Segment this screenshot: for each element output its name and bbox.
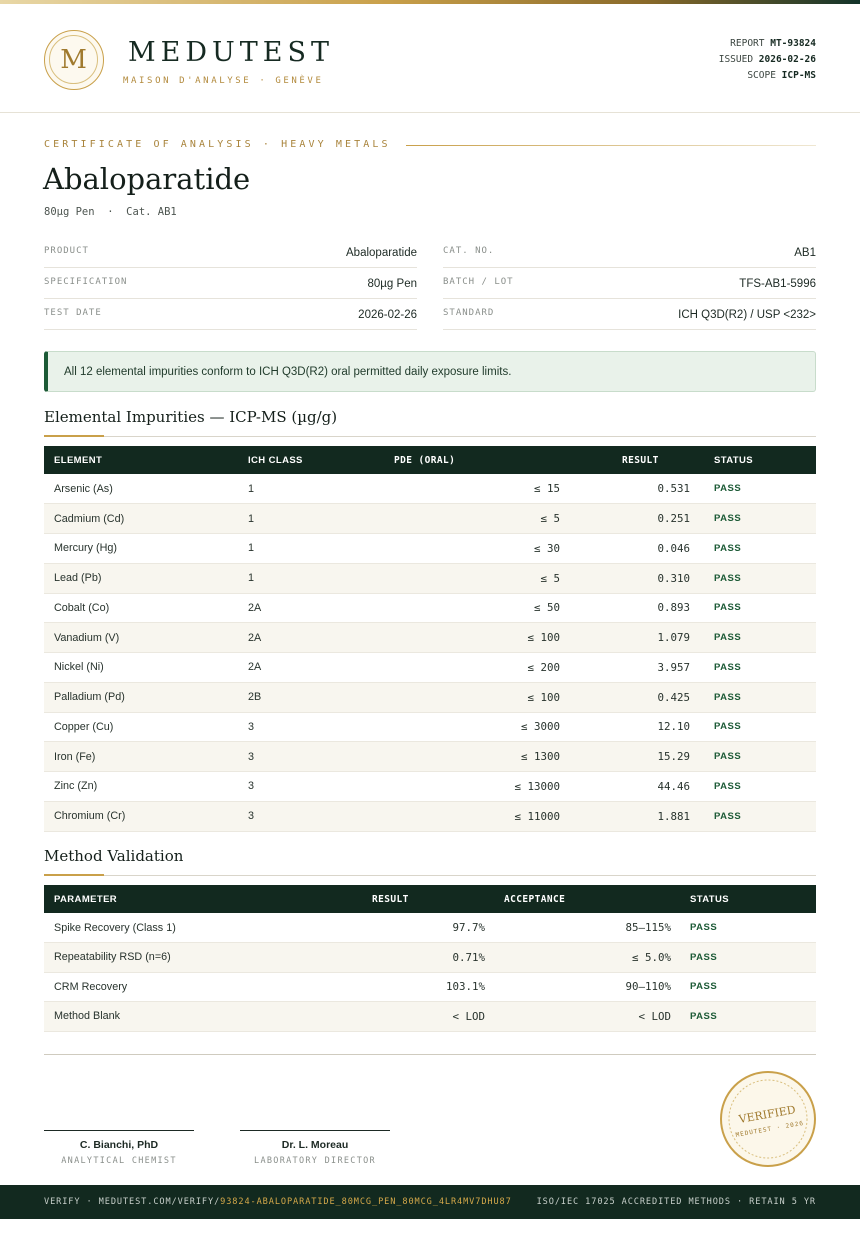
result-value: 0.251 [657, 512, 690, 526]
status-pass: PASS [714, 810, 742, 822]
column-header-result: RESULT [622, 454, 659, 466]
element-name: Mercury (Hg) [54, 542, 117, 555]
info-label: STANDARD [443, 307, 495, 318]
parameter-name: Repeatability RSD (n=6) [54, 951, 171, 964]
signatory-name: C. Bianchi, PhD [79, 1139, 159, 1151]
column-header-parameter: PARAMETER [54, 893, 118, 905]
result-value: 103.1% [445, 980, 485, 994]
element-name: Vanadium (V) [54, 631, 120, 644]
status-pass: PASS [714, 483, 742, 495]
verify-code: 93824-ABALOPARATIDE_80MCG_PEN_80MCG_4LR4MV7DHU87 [220, 1197, 512, 1207]
info-label: TEST DATE [44, 307, 102, 318]
column-header-ich-class: ICH CLASS [248, 454, 303, 466]
report-meta [719, 36, 816, 84]
table-row [44, 474, 816, 504]
status-pass: PASS [714, 542, 742, 554]
ich-class: 2B [248, 691, 262, 704]
table-row [44, 682, 816, 712]
element-name: Lead (Pb) [54, 572, 102, 585]
table-row [44, 913, 816, 943]
signatory-role: ANALYTICAL CHEMIST [61, 1156, 177, 1166]
element-name: Cobalt (Co) [54, 601, 110, 614]
signature-block-director [240, 1130, 390, 1166]
element-name: Iron (Fe) [54, 750, 96, 763]
method-section-title: Method Validation [44, 847, 184, 865]
pde-limit: ≤ 3000 [520, 720, 560, 734]
result-value: 1.079 [657, 631, 690, 645]
scope-label: SCOPE [747, 70, 776, 81]
info-row-batch-lot [443, 268, 816, 299]
table-row [44, 1002, 816, 1032]
table-row [44, 972, 816, 1002]
info-grid-right [443, 237, 816, 330]
pde-limit: ≤ 1300 [520, 750, 560, 764]
status-pass: PASS [690, 951, 718, 963]
brand-name: MEDUTEST [128, 37, 334, 68]
column-header-status: STATUS [690, 893, 729, 905]
info-grid-left [44, 237, 417, 330]
element-name: Copper (Cu) [54, 720, 114, 733]
verified-seal [720, 1071, 816, 1167]
pde-limit: ≤ 13000 [514, 779, 560, 793]
info-label: SPECIFICATION [44, 276, 128, 287]
pde-limit: ≤ 200 [527, 660, 560, 674]
status-pass: PASS [714, 632, 742, 644]
info-label: BATCH / LOT [443, 276, 514, 287]
element-name: Palladium (Pd) [54, 691, 125, 704]
brand-logo [44, 30, 104, 90]
elemental-impurities-table [44, 446, 816, 832]
ich-class: 1 [248, 542, 255, 555]
status-pass: PASS [714, 661, 742, 673]
method-validation-table [44, 885, 816, 1032]
ich-class: 2A [248, 631, 262, 644]
brand-logo-letter: M [49, 35, 98, 84]
info-row-cat-no [443, 237, 816, 268]
section-divider [44, 875, 816, 876]
status-pass: PASS [714, 691, 742, 703]
result-value: 0.046 [657, 541, 690, 555]
element-name: Zinc (Zn) [54, 780, 98, 793]
signature-divider [44, 1054, 816, 1055]
ich-class: 1 [248, 572, 255, 585]
info-row-test-date [44, 299, 417, 330]
ich-class: 3 [248, 720, 255, 733]
pde-limit: ≤ 15 [533, 482, 560, 496]
pde-limit: ≤ 50 [533, 601, 560, 615]
eyebrow-divider [406, 145, 816, 146]
info-value: TFS-AB1-5996 [739, 278, 816, 290]
parameter-name: CRM Recovery [54, 980, 128, 993]
section-accent-bar [44, 874, 104, 876]
issued-date [719, 52, 816, 68]
parameter-name: Spike Recovery (Class 1) [54, 921, 176, 934]
verification-footer [0, 1185, 860, 1219]
conformity-banner: All 12 elemental impurities conform to ICH Q3D(R2) oral permitted daily exposure limits. [44, 351, 816, 392]
column-header-pde: PDE (ORAL) [394, 454, 456, 466]
result-value: 3.957 [657, 660, 690, 674]
result-value: 0.310 [657, 571, 690, 585]
scope [719, 68, 816, 84]
acceptance-range: 90–110% [625, 980, 671, 994]
report-number [719, 36, 816, 52]
ich-class: 1 [248, 482, 255, 495]
scope-value: ICP-MS [781, 70, 816, 81]
element-name: Nickel (Ni) [54, 661, 104, 674]
document-eyebrow: CERTIFICATE OF ANALYSIS · HEAVY METALS [44, 139, 391, 150]
table-row [44, 504, 816, 534]
table-row [44, 772, 816, 802]
table-row [44, 943, 816, 973]
report-number-label: REPORT [730, 38, 765, 49]
info-row-specification [44, 268, 417, 299]
element-name: Arsenic (As) [54, 482, 113, 495]
pde-limit: ≤ 5 [540, 571, 560, 585]
verify-link[interactable] [44, 1197, 512, 1207]
section-divider [44, 436, 816, 437]
column-header-element: ELEMENT [54, 454, 103, 466]
column-header-result: RESULT [372, 893, 409, 905]
table-row [44, 742, 816, 772]
info-label: CAT. NO. [443, 245, 495, 256]
pde-limit: ≤ 100 [527, 690, 560, 704]
pde-limit: ≤ 11000 [514, 809, 560, 823]
info-value: ICH Q3D(R2) / USP <232> [678, 309, 816, 321]
status-pass: PASS [714, 751, 742, 763]
table-header-row [44, 885, 816, 913]
seal-text-verified: VERIFIED [737, 1103, 797, 1126]
info-value: Abaloparatide [346, 247, 417, 259]
status-pass: PASS [714, 780, 742, 792]
table-row [44, 801, 816, 831]
ich-class: 1 [248, 512, 255, 525]
result-value: 0.71% [452, 950, 485, 964]
table-row [44, 563, 816, 593]
result-value: 1.881 [657, 809, 690, 823]
pde-limit: ≤ 30 [533, 541, 560, 555]
product-title: Abaloparatide [43, 162, 251, 196]
report-header [0, 4, 860, 113]
accreditation-note: ISO/IEC 17025 ACCREDITED METHODS · RETAIN 5 YR [536, 1197, 816, 1207]
pde-limit: ≤ 100 [527, 631, 560, 645]
table-row [44, 593, 816, 623]
parameter-name: Method Blank [54, 1010, 121, 1023]
status-pass: PASS [690, 1010, 718, 1022]
column-header-status: STATUS [714, 454, 753, 466]
info-label: PRODUCT [44, 245, 89, 256]
info-value: 2026-02-26 [358, 309, 417, 321]
ich-class: 2A [248, 601, 262, 614]
info-row-standard [443, 299, 816, 330]
issued-label: ISSUED [718, 54, 754, 65]
info-value: 80µg Pen [367, 278, 417, 290]
signatory-role: LABORATORY DIRECTOR [254, 1156, 376, 1166]
ich-class: 3 [248, 750, 255, 763]
elemental-section-title: Elemental Impurities — ICP-MS (µg/g) [44, 408, 338, 426]
table-row [44, 623, 816, 653]
column-header-acceptance: ACCEPTANCE [504, 893, 566, 905]
acceptance-range: 85–115% [625, 921, 671, 934]
ich-class: 3 [248, 780, 255, 793]
product-subtitle: 80µg Pen · Cat. AB1 [44, 206, 177, 218]
status-pass: PASS [690, 981, 718, 993]
status-pass: PASS [714, 513, 742, 525]
info-row-product [44, 237, 417, 268]
report-number-value: MT-93824 [770, 38, 816, 49]
brand-tagline: MAISON D'ANALYSE · GENÈVE [123, 76, 324, 86]
status-pass: PASS [714, 721, 742, 733]
result-value: < LOD [452, 1009, 485, 1023]
result-value: 44.46 [657, 779, 690, 793]
table-row [44, 712, 816, 742]
acceptance-range: < LOD [638, 1009, 671, 1023]
result-value: 0.425 [657, 690, 690, 704]
verify-prefix: VERIFY · MEDUTEST.COM/VERIFY/ [44, 1197, 221, 1207]
signature-block-chemist [44, 1130, 194, 1166]
issued-value: 2026-02-26 [758, 54, 816, 65]
status-pass: PASS [714, 602, 742, 614]
result-value: 0.893 [657, 601, 690, 615]
result-value: 12.10 [657, 720, 690, 734]
table-row [44, 534, 816, 564]
result-value: 0.531 [657, 482, 690, 496]
info-value: AB1 [794, 247, 816, 259]
table-row [44, 653, 816, 683]
pde-limit: ≤ 5 [540, 512, 560, 526]
status-pass: PASS [690, 922, 718, 933]
result-value: 97.7% [452, 921, 485, 934]
ich-class: 3 [248, 810, 255, 823]
seal-text-year: MEDUTEST · 2026 [735, 1119, 805, 1139]
status-pass: PASS [714, 572, 742, 584]
element-name: Chromium (Cr) [54, 810, 126, 823]
ich-class: 2A [248, 661, 262, 674]
acceptance-range: ≤ 5.0% [631, 950, 671, 964]
element-name: Cadmium (Cd) [54, 512, 125, 525]
result-value: 15.29 [657, 750, 690, 764]
table-header-row [44, 446, 816, 474]
section-accent-bar [44, 435, 104, 437]
signatory-name: Dr. L. Moreau [281, 1139, 349, 1151]
seal-graphic [722, 1073, 814, 1165]
